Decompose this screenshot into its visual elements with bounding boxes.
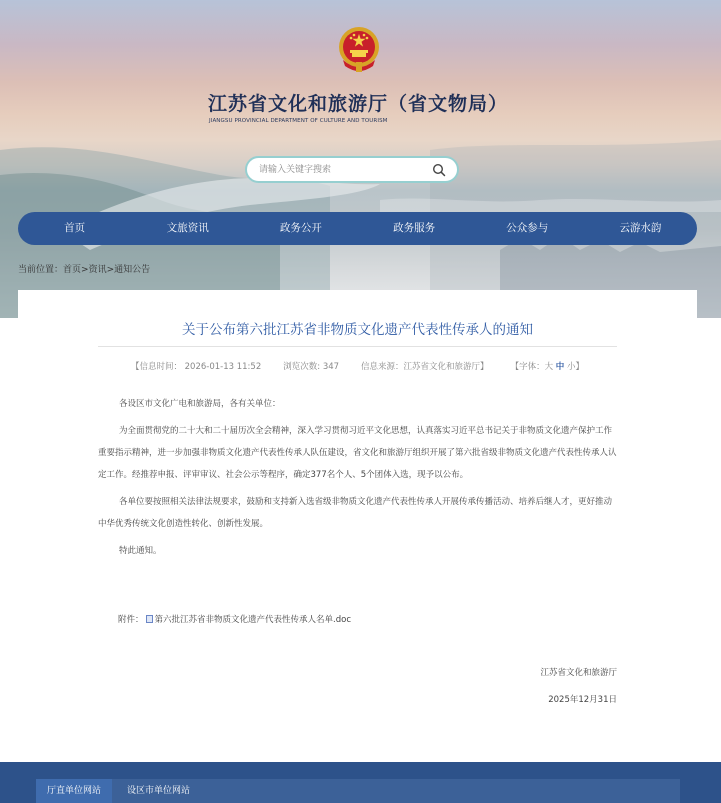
nav-government-services[interactable]: 政务服务 <box>393 222 436 234</box>
breadcrumb-news[interactable]: 资讯 <box>88 265 107 275</box>
attachment-label: 附件： <box>118 615 144 625</box>
article-body <box>98 393 617 562</box>
breadcrumb-label: 当前位置： <box>18 265 64 275</box>
article-meta <box>18 360 697 372</box>
nav-home[interactable]: 首页 <box>64 222 86 234</box>
main-nav <box>18 212 697 245</box>
salutation: 各设区市文化广电和旅游局，各有关单位： <box>119 399 281 409</box>
nav-cloud-tour[interactable]: 云游水韵 <box>619 222 662 234</box>
attachment-link[interactable]: 第六批江苏省非物质文化遗产代表性传承人名单.doc <box>154 615 351 625</box>
site-title: 江苏省文化和旅游厅（省文物局） <box>208 93 509 115</box>
search-bar <box>245 156 459 183</box>
meta-views: 浏览次数: 347 <box>283 362 340 372</box>
nav-government-disclosure[interactable]: 政务公开 <box>279 222 322 234</box>
site-subtitle: JIANGSU PROVINCIAL DEPARTMENT OF CULTURE AND TOURISM <box>209 118 388 124</box>
paragraph: 各单位要按照相关法律法规要求，鼓励和支持新入选省级非物质文化遗产代表性传承人开展传承传播活动、培养后继人才，更好推动中华优秀传统文化创造性转化、创新性发展。 <box>98 497 613 529</box>
article-title: 关于公布第六批江苏省非物质文化遗产代表性传承人的通知 <box>182 322 533 338</box>
font-size-medium[interactable]: 中 <box>555 362 565 372</box>
paragraph: 为全面贯彻党的二十大和二十届历次全会精神，深入学习贯彻习近平文化思想，认真落实习近平总书记关于非物质文化遗产保护工作重要指示精神，进一步加强非物质文化遗产代表性传承人队伍建设，省文化和旅游厅组织开展了第六批省级非物质文化遗产代表性传承人认定工作。经推荐申报、评审审议、社会公示等程序，确定377名个人、5个团体入选，现予以公布。 <box>98 426 617 480</box>
signature: 江苏省文化和旅游厅 <box>540 668 617 678</box>
breadcrumb-separator: > <box>106 265 115 275</box>
search-icon[interactable] <box>432 163 446 177</box>
breadcrumb-home[interactable]: 首页 <box>63 265 82 275</box>
closing-paragraph: 特此通知。 <box>119 546 162 556</box>
national-emblem-icon <box>337 26 381 74</box>
publish-date: 2025年12月31日 <box>548 695 617 705</box>
footer <box>0 762 721 803</box>
search-input[interactable] <box>259 158 419 181</box>
nav-culture-tourism-news[interactable]: 文旅资讯 <box>166 222 209 234</box>
attachment <box>118 613 351 625</box>
article-card <box>18 290 697 760</box>
document-icon <box>146 615 153 623</box>
title-divider <box>98 346 617 347</box>
font-size-label: 【字体： <box>510 362 545 372</box>
breadcrumb-notices[interactable]: 通知公告 <box>114 265 151 275</box>
font-size-small[interactable]: 小 <box>567 362 576 372</box>
font-size-end: 】 <box>575 362 585 372</box>
meta-time: 【信息时间： 2026-01-13 11:52 <box>130 362 262 372</box>
footer-tab-bar <box>36 779 680 803</box>
font-size-large[interactable]: 大 <box>544 362 554 372</box>
breadcrumb <box>18 262 150 275</box>
tab-department-units[interactable]: 厅直单位网站 <box>36 779 112 803</box>
breadcrumb-separator: > <box>81 265 89 275</box>
nav-public-participation[interactable]: 公众参与 <box>506 222 549 234</box>
header-banner <box>0 0 721 318</box>
tab-city-units[interactable]: 设区市单位网站 <box>127 786 191 796</box>
meta-source: 信息来源：江苏省文化和旅游厅】 <box>361 362 489 372</box>
